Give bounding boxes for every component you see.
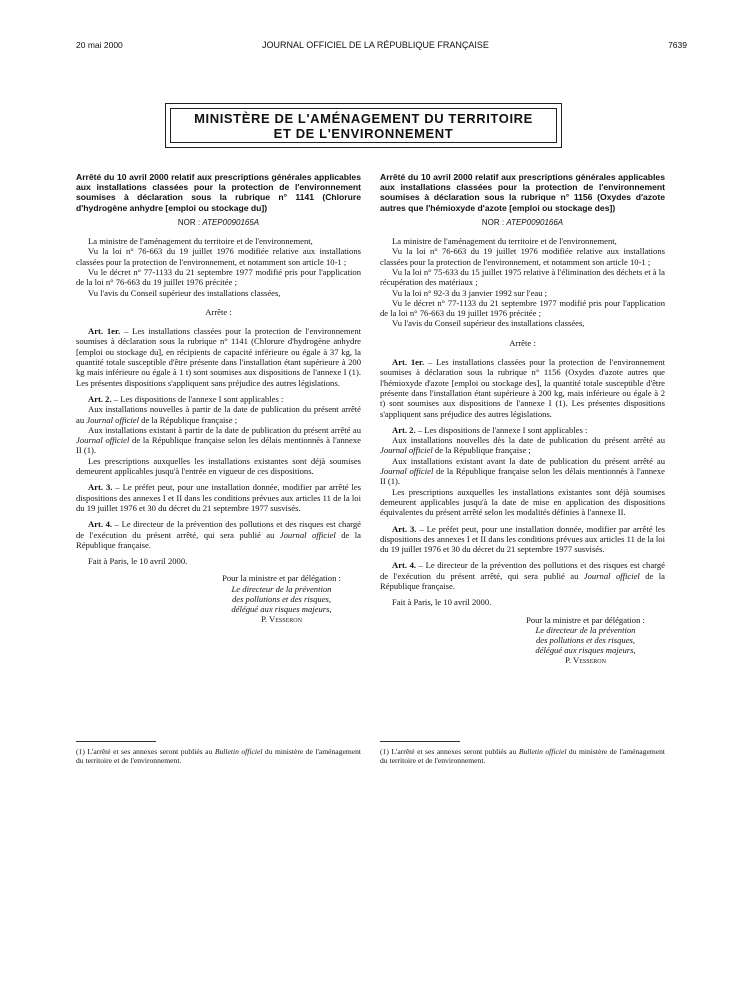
ministry-heading-inner-border bbox=[170, 108, 557, 143]
visa-paragraph: Vu la loi n° 92-3 du 3 janvier 1992 sur l'eau ; bbox=[392, 287, 548, 298]
text-run: de la République française selon les délais mentionnés à l'annexe II (1). bbox=[76, 435, 361, 456]
text-run: – Le directeur de la prévention des pollutions et des risques est chargé de l'exécution du présent arrêté, qui sera publié au bbox=[380, 560, 665, 581]
text-run: de la République française. bbox=[76, 529, 361, 550]
signature-line: Le directeur de la prévention bbox=[535, 624, 636, 635]
text-run: – Le directeur de la prévention des pollutions et des risques est chargé de l'exécution du présent arrêté, qui sera publié au bbox=[76, 519, 361, 540]
article-paragraph: Les prescriptions auxquelles les installations existantes sont déjà soumises demeurent applicables jusqu'à l'entrée en vigueur de ces dispositions. bbox=[76, 455, 361, 477]
article-text: – Les installations classées pour la protection de l'environnement soumises à déclaration sous la rubrique n° 1141 (Chlorure d'hydrogène anhydre [emploi ou stockage du], en récipients de capacité inférieure ou égale à 37 kg, la quantité totale susceptible d'être présente dans l'installation étant supérieure à 200 kg mais inférieure ou égale à 1 t) sont soumises aux dispositions de l'annexe I (1). Les présentes dispositions s'appliquent sans préjudice des autres législations. bbox=[76, 326, 361, 388]
article-text: – Les installations classées pour la protection de l'environnement soumises à déclaration sous la rubrique n° 1156 (Oxydes d'azote autres que l'hémioxyde d'azote [emploi ou stockage des], la quantité totale susceptible d'être présente dans l'installation étant supérieure à 200 kg, mais inférieure ou égale à 2 t) sont soumises aux dispositions de l'annexe I (1). Les présentes dispositions s'appliquent sans préjudice des autres législations. bbox=[380, 357, 665, 419]
footnote-rule-left bbox=[76, 741, 156, 742]
ministry-heading-line1: MINISTÈRE DE L'AMÉNAGEMENT DU TERRITOIRE bbox=[194, 111, 533, 126]
article-3 bbox=[380, 524, 665, 555]
text-run: Aux installations nouvelles dès la date de publication du présent arrêté au bbox=[392, 435, 665, 446]
article-paragraph: Les prescriptions auxquelles les installations existantes sont déjà soumises demeurent applicables jusqu'à la date de mise en application des dispositions équivalentes du présent arrêté selon les modalités définies à l'annexe II. bbox=[380, 486, 665, 518]
decree-title: Arrêté du 10 avril 2000 relatif aux prescriptions générales applicables aux installations classées pour la protection de l'environnement soumises à déclaration sous la rubrique n° 1141 (Chlorure d'hydrogène anhydre [emploi ou stockage du]) bbox=[76, 172, 361, 213]
article-paragraph bbox=[380, 435, 665, 456]
signature-line: délégué aux risques majeurs, bbox=[535, 645, 636, 656]
place-date: Fait à Paris, le 10 avril 2000. bbox=[392, 597, 492, 608]
text-run: du ministère de l'aménagement du territoire et de l'environnement. bbox=[380, 747, 665, 765]
text-run: Aux installations existant à partir de la date de publication du présent arrêté au bbox=[88, 424, 361, 435]
text-run: (1) L'arrêté et ses annexes seront publiés au bbox=[76, 747, 215, 756]
header-date: 20 mai 2000 bbox=[76, 40, 123, 50]
text-run-italic: Journal officiel bbox=[583, 570, 640, 581]
article-paragraph bbox=[76, 404, 361, 425]
article-2 bbox=[76, 394, 361, 404]
nor-label: NOR : bbox=[177, 217, 201, 227]
visa-paragraph: Vu la loi n° 76-663 du 19 juillet 1976 modifiée relative aux installations classées pour la protection de l'environnement, et notamment son article 10-1 ; bbox=[380, 246, 665, 267]
article-text: – Les dispositions de l'annexe I sont applicables : bbox=[415, 424, 588, 435]
text-run-italic: Bulletin officiel bbox=[214, 747, 263, 756]
article-1 bbox=[76, 326, 361, 388]
article-2 bbox=[380, 425, 665, 435]
article-3 bbox=[76, 482, 361, 513]
signatory-name: P. Vesseron bbox=[565, 655, 606, 666]
text-run: (1) L'arrêté et ses annexes seront publiés au bbox=[380, 747, 519, 756]
article-label: Art. 3. bbox=[88, 482, 113, 493]
article-label: Art. 3. bbox=[392, 523, 417, 534]
article-label: Art. 4. bbox=[88, 519, 113, 530]
article-4 bbox=[76, 519, 361, 550]
text-run-italic: Journal officiel bbox=[279, 529, 336, 540]
signature-line: Le directeur de la prévention bbox=[231, 583, 332, 594]
article-text: – Le préfet peut, pour une installation donnée, modifier par arrêté les dispositions des annexes I et II dans les conditions prévues aux articles 11 de la loi du 19 juillet 1976 et 30 du décret du 21 septembre 1977 susvisés. bbox=[380, 523, 665, 555]
text-run-italic: Journal officiel bbox=[86, 414, 140, 425]
visa-paragraph: Vu le décret n° 77-1133 du 21 septembre 1977 modifié pris pour l'application de la loi n° 76-663 du 19 juillet 1976 précitée ; bbox=[76, 267, 361, 288]
article-label: Art. 2. bbox=[392, 424, 416, 435]
visa-paragraph: Vu le décret n° 77-1133 du 21 septembre 1977 modifié pris pour l'application de la loi n° 76-663 du 19 juillet 1976 précitée ; bbox=[380, 297, 665, 319]
signature-block bbox=[506, 615, 665, 666]
footnote-left bbox=[76, 747, 361, 765]
visa-paragraph: La ministre de l'aménagement du territoire et de l'environnement, bbox=[392, 236, 617, 247]
signature-line: des pollutions et des risques, bbox=[535, 635, 636, 646]
nor-label: NOR : bbox=[481, 217, 505, 227]
text-run-italic: Journal officiel bbox=[76, 435, 130, 446]
arrete-heading: Arrête : bbox=[205, 306, 232, 317]
signatory-name: P. Vesseron bbox=[261, 614, 302, 625]
signature-line: Pour la ministre et par délégation : bbox=[222, 573, 341, 584]
header-journal-title: JOURNAL OFFICIEL DE LA RÉPUBLIQUE FRANÇAISE bbox=[262, 40, 489, 50]
article-label: Art. 1er. bbox=[392, 357, 425, 368]
ministry-heading-line2: ET DE L'ENVIRONNEMENT bbox=[273, 126, 454, 141]
nor-code: ATEP0090166A bbox=[506, 217, 564, 227]
visa-paragraph: Vu l'avis du Conseil supérieur des installations classées, bbox=[88, 287, 281, 298]
article-label: Art. 4. bbox=[392, 560, 417, 571]
nor-code: ATEP0090165A bbox=[202, 217, 260, 227]
decree-title: Arrêté du 10 avril 2000 relatif aux prescriptions générales applicables aux installations classées pour la protection de l'environnement soumises à déclaration sous la rubrique n° 1156 (Oxydes d'azote autres que l'hémioxyde d'azote [emploi ou stockage des]) bbox=[380, 172, 665, 213]
decree-column-left bbox=[76, 172, 361, 624]
signature-line: des pollutions et des risques, bbox=[231, 593, 332, 604]
visa-paragraph: Vu l'avis du Conseil supérieur des installations classées, bbox=[392, 318, 585, 329]
article-text: – Le préfet peut, pour une installation donnée, modifier par arrêté les dispositions des annexes I et II dans les conditions prévues aux articles 11 de la loi du 19 juillet 1976 et 30 du décret du 21 septembre 1977 susvisés. bbox=[76, 482, 361, 513]
nor-reference bbox=[76, 218, 361, 228]
decree-column-right bbox=[380, 172, 665, 666]
text-run: Aux installations existant avant la date de publication du présent arrêté au bbox=[392, 455, 665, 466]
header-page-number: 7639 bbox=[668, 40, 687, 50]
text-run: de la République française ; bbox=[432, 445, 531, 456]
footnote-right bbox=[380, 747, 665, 765]
text-run-italic: Bulletin officiel bbox=[518, 747, 567, 756]
visa-paragraph: Vu la loi n° 76-663 du 19 juillet 1976 modifiée relative aux installations classées pour la protection de l'environnement, et notamment son article 10-1 ; bbox=[76, 246, 361, 267]
visa-paragraph: La ministre de l'aménagement du territoire et de l'environnement, bbox=[88, 236, 313, 247]
signature-line: Pour la ministre et par délégation : bbox=[526, 614, 645, 625]
footnote-rule-right bbox=[380, 741, 460, 742]
text-run-italic: Journal officiel bbox=[380, 445, 433, 456]
article-paragraph bbox=[380, 456, 665, 487]
place-date: Fait à Paris, le 10 avril 2000. bbox=[88, 556, 188, 567]
article-text: – Les dispositions de l'annexe I sont applicables : bbox=[111, 393, 284, 404]
text-run: Aux installations nouvelles à partir de la date de publication du présent arrêté au bbox=[76, 404, 361, 425]
signature-block bbox=[202, 573, 361, 624]
arrete-heading: Arrête : bbox=[509, 337, 536, 348]
text-run: de la République française. bbox=[380, 570, 665, 592]
article-label: Art. 2. bbox=[88, 393, 112, 404]
signature-line: délégué aux risques majeurs, bbox=[231, 604, 332, 615]
text-run: de la République française ; bbox=[139, 414, 238, 425]
article-paragraph bbox=[76, 425, 361, 456]
text-run: du ministère de l'aménagement du territoire et de l'environnement. bbox=[76, 747, 361, 765]
article-label: Art. 1er. bbox=[88, 326, 121, 337]
text-run: de la République française selon les délais mentionnés à l'annexe II (1). bbox=[380, 466, 665, 487]
nor-reference bbox=[380, 218, 665, 228]
text-run-italic: Journal officiel bbox=[380, 466, 434, 477]
article-1 bbox=[380, 357, 665, 419]
visa-paragraph: Vu la loi n° 75-633 du 15 juillet 1975 relative à l'élimination des déchets et à la récupération des matériaux ; bbox=[380, 267, 665, 288]
article-4 bbox=[380, 560, 665, 591]
